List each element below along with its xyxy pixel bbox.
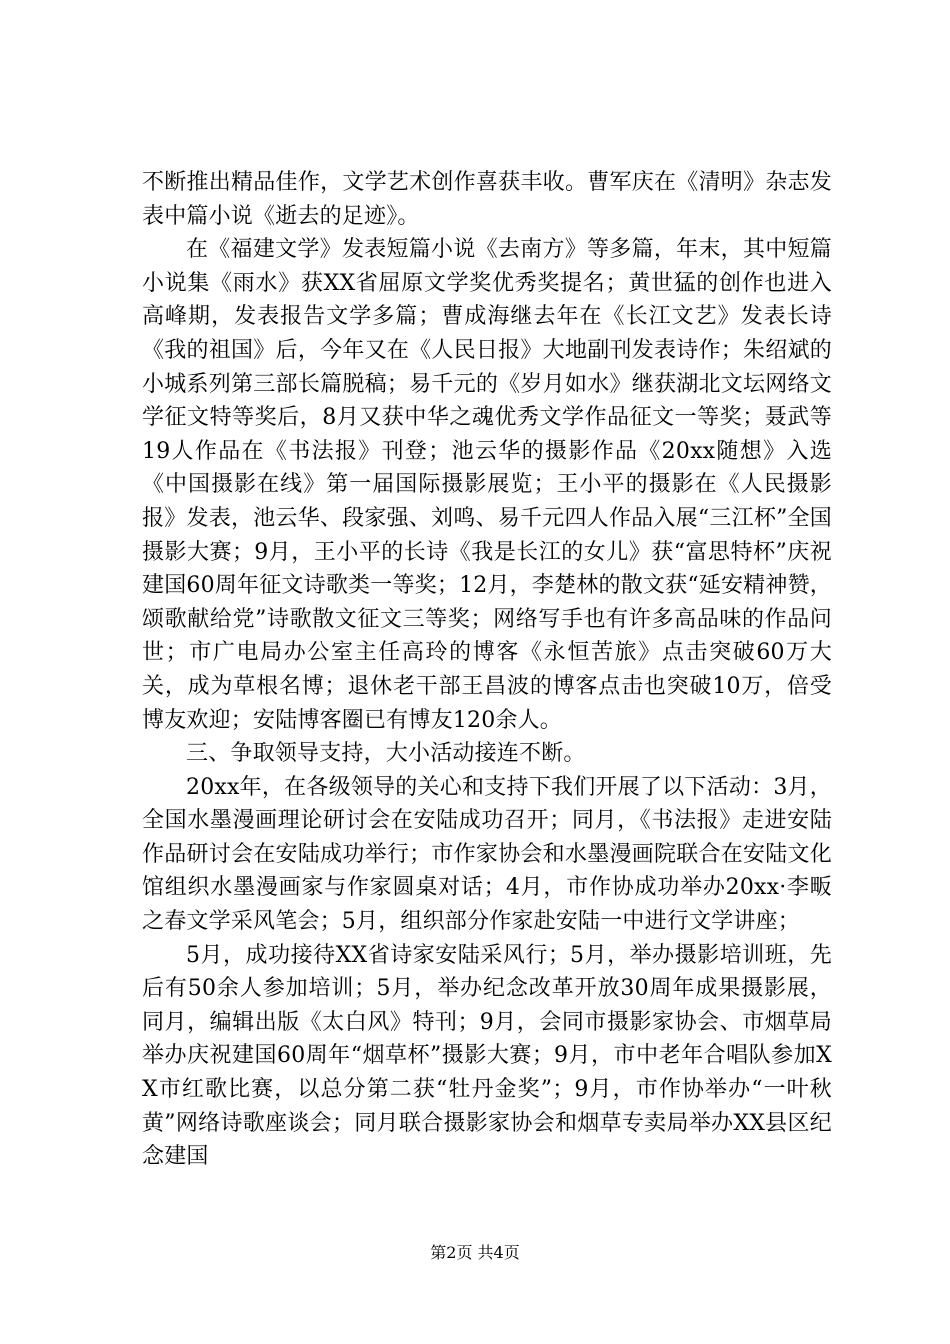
paragraph-more-activities: 5月，成功接待XX省诗家安陆采风行；5月，举办摄影培训班，先后有50余人参加培训；5月，举办纪念改革开放30周年成果摄影展，同月，编辑出版《太白风》特刊；9月，会同市摄影家协会、市烟草局举办庆祝建国60周年“烟草杯”摄影大赛；9月，市中老年合唱队参加XX市红歌比赛，以总分第二获“牡丹金奖”；9月，市作协举办“一叶秋黄”网络诗歌座谈会；同月联合摄影家协会和烟草专卖局举办XX县区纪念建国 [142, 942, 832, 1170]
paragraph-literary-achievements: 在《福建文学》发表短篇小说《去南方》等多篇，年末，其中短篇小说集《雨水》获XX省屈原文学奖优秀奖提名；黄世猛的创作也进入高峰期，发表报告文学多篇；曹成海继去年在《长江文艺》发表长诗《我的祖国》后，今年又在《人民日报》大地副刊发表诗作；朱绍斌的小城系列第三部长篇脱稿；易千元的《岁月如水》继获湖北文坛网络文学征文特等奖后，8月又获中华之魂优秀文学作品征文一等奖；聂武等19人作品在《书法报》刊登；池云华的摄影作品《20xx随想》入选《中国摄影在线》第一届国际摄影展览；王小平的摄影在《人民摄影报》发表，池云华、段家强、刘鸣、易千元四人作品入展“三江杯”全国摄影大赛；9月，王小平的长诗《我是长江的女儿》获“富思特杯”庆祝建国60周年征文诗歌类一等奖；12月，李楚林的散文获“延安精神赞，颂歌献给党”诗歌散文征文三等奖；网络写手也有许多高品味的作品问世；市广电局办公室主任高玲的博客《永恒苦旅》点击突破60万大关，成为草根名博；退休老干部王昌波的博客点击也突破10万，倍受博友欢迎；安陆博客圈已有博友120余人。 [142, 237, 832, 733]
document-body [142, 166, 832, 1174]
section-heading-three: 三、争取领导支持，大小活动接连不断。 [186, 741, 586, 767]
paragraph-activities: 20xx年，在各级领导的关心和支持下我们开展了以下活动：3月，全国水墨漫画理论研讨会在安陆成功召开；同月，《书法报》走进安陆作品研讨会在安陆成功举行；市作家协会和水墨漫画院联合在安陆文化馆组织水墨漫画家与作家圆桌对话；4月，市作协成功举办20xx·李畈之春文学采风笔会；5月，组织部分作家赴安陆一中进行文学讲座； [142, 774, 832, 935]
page-footer [0, 1243, 950, 1263]
page-number: 第2页 共4页 [430, 1243, 520, 1262]
paragraph-continuation: 不断推出精品佳作，文学艺术创作喜获丰收。曹军庆在《清明》杂志发表中篇小说《逝去的足迹》。 [142, 170, 832, 229]
